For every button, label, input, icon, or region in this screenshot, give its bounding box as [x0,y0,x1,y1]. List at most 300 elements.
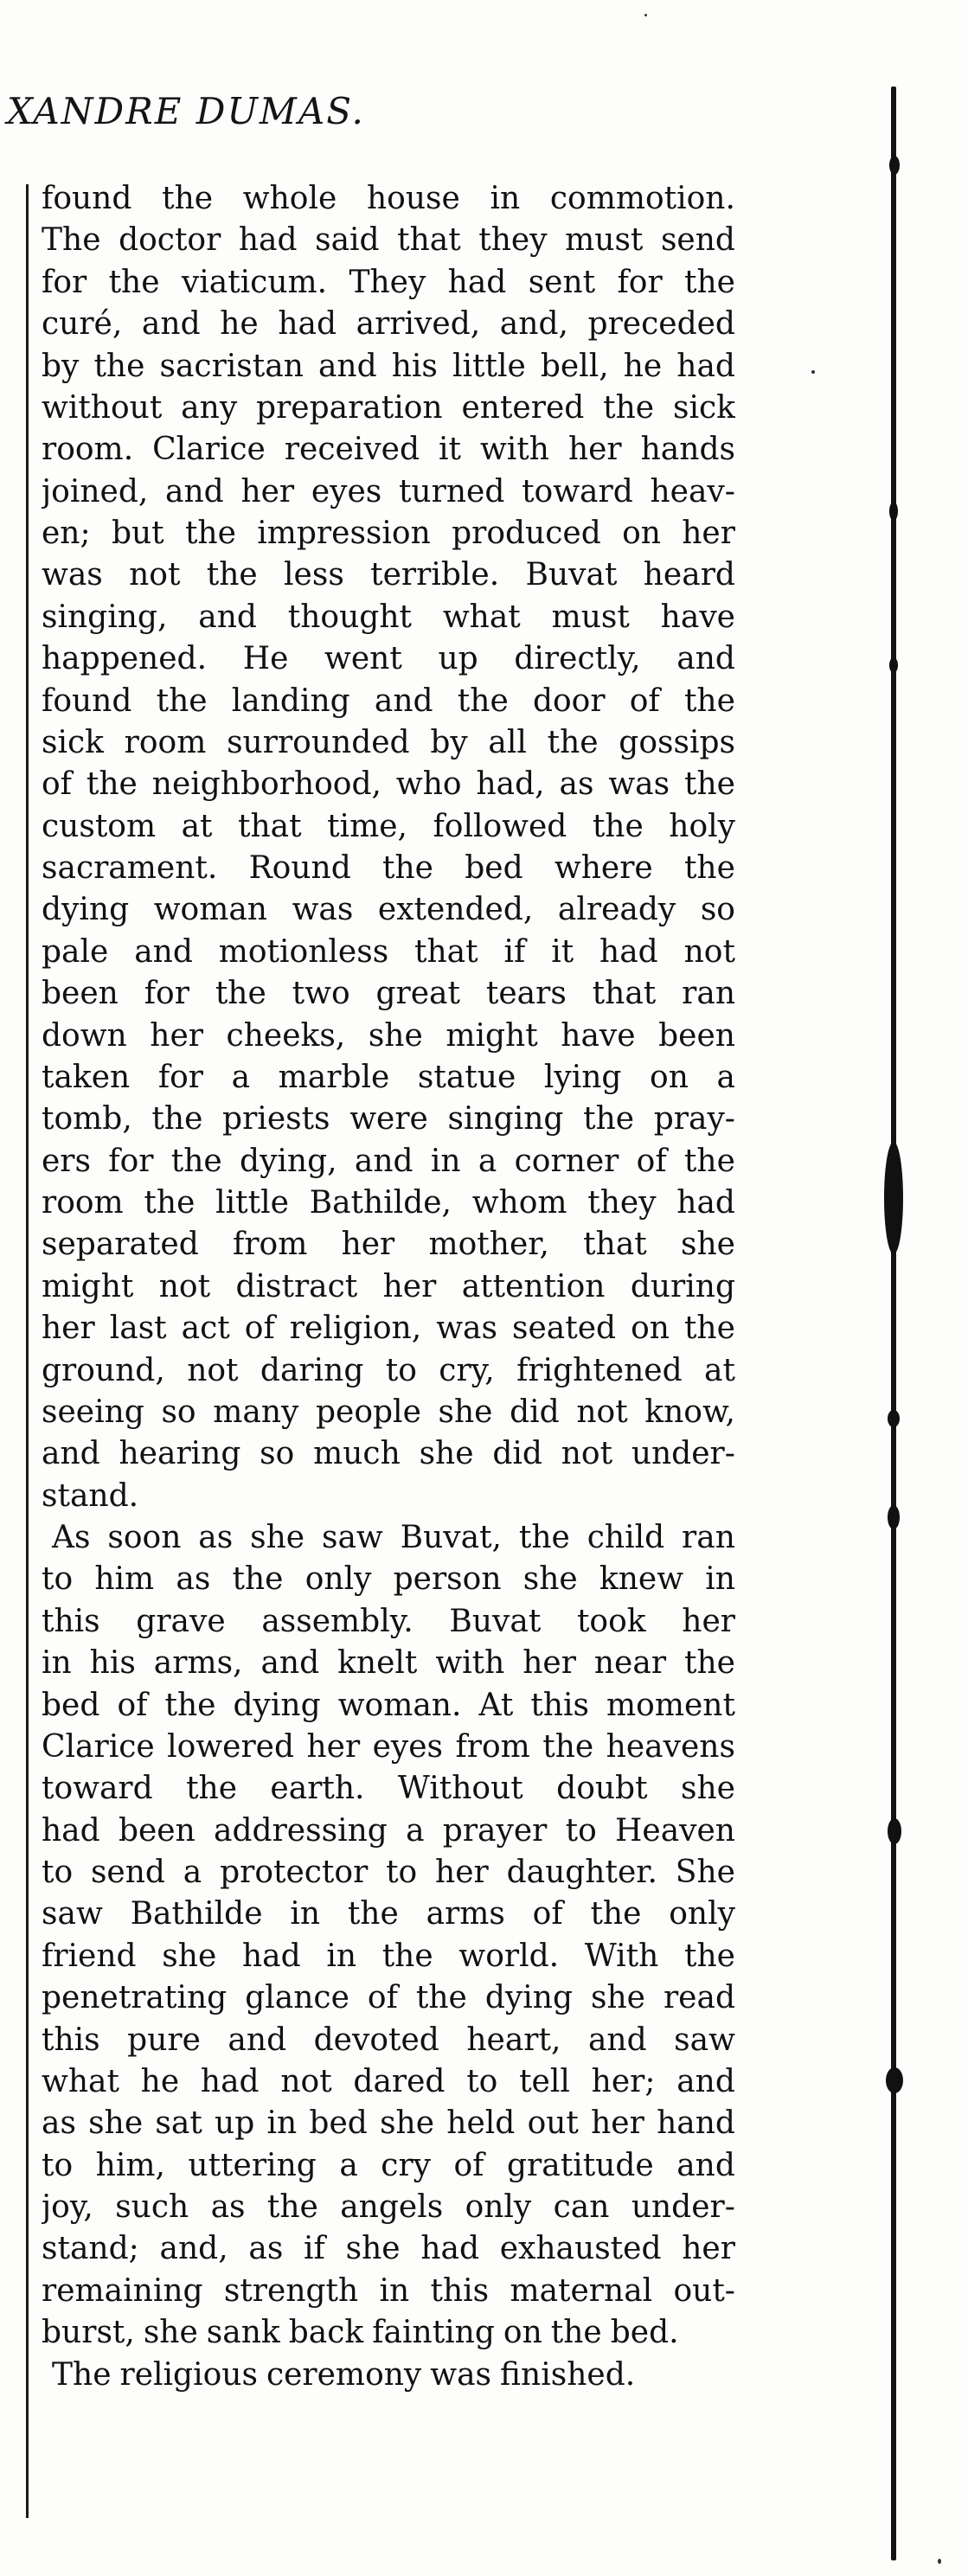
word: the [232,1561,284,1598]
word: had [200,2063,260,2099]
word: the [684,766,735,803]
word: statue [417,1059,516,1095]
word: knelt [337,1645,418,1682]
word: had [676,348,735,384]
word: moment [606,1687,735,1723]
word: he [623,348,663,384]
word: and [141,306,201,343]
word: doctor [119,222,221,259]
text-line-content [42,1810,735,1852]
text-line [42,1810,735,1852]
text-line-content [52,1517,735,1559]
word: was [42,557,103,593]
word: whom [471,1185,567,1221]
word: the [683,682,735,719]
word: distract [235,1268,358,1304]
word: penetrating [42,1980,228,2016]
word: send [660,222,735,259]
word: Without [397,1771,523,1807]
word: had [676,1185,735,1221]
word: religious [119,2356,258,2393]
text-line-content [42,1099,735,1140]
word: to [385,1352,417,1388]
word: was [292,892,354,928]
word: viaticum. [181,264,328,300]
text-line-content [42,1224,735,1266]
text-line-content [42,2312,735,2354]
word: angels [340,2189,444,2225]
word: bed [309,2105,368,2142]
word: at [704,1352,735,1388]
text-line-content [42,2145,735,2187]
word: that [414,933,478,970]
running-head-author: XANDRE DUMAS. [7,90,365,132]
word: and [228,2022,287,2058]
word: As [52,1520,91,1555]
word: the [170,1143,222,1179]
word: the [86,766,138,803]
text-line [42,304,735,345]
word: the [683,1310,735,1347]
word: pale [42,933,109,970]
word: to [386,1855,418,1890]
word: for [42,264,87,300]
word: Round [248,850,351,886]
word: found [42,682,132,719]
text-line [42,932,735,973]
word: and, [159,2231,228,2267]
word: only [305,1561,372,1598]
word: said [315,222,380,259]
word: she [368,1017,423,1054]
word: the [542,1728,594,1765]
word: heav- [650,473,735,509]
word: in [290,1896,321,1932]
text-line [42,178,735,220]
word: and [198,599,257,635]
word: neighborhood, [151,766,381,803]
word: singing [447,1101,564,1137]
word: earth. [270,1771,365,1807]
text-line-content [42,681,735,722]
word: not [129,557,181,593]
word: strength [223,2272,359,2309]
word: grave [136,1603,226,1639]
text-line [42,1016,735,1057]
word: went [324,641,402,677]
word: dying [233,1687,321,1723]
word: during [630,1268,735,1304]
word: two [292,976,350,1012]
text-line-content [42,806,735,848]
word: down [42,1017,127,1054]
word: Buvat [525,557,618,593]
word: bed. [610,2315,679,2351]
word: separated [42,1227,199,1263]
text-line-content [42,1559,735,1600]
word: in [42,1645,72,1682]
word: did [510,1394,560,1430]
word: she [162,1938,217,1974]
word: toward [522,473,633,509]
text-line [42,2355,735,2396]
word: not [683,933,735,970]
word: motionless [218,933,389,970]
word: her [567,432,622,468]
speck [811,370,815,374]
word: gratitude [507,2147,654,2183]
word: the [151,1101,203,1137]
word: to [565,1812,597,1849]
word: her [240,473,295,509]
word: and [374,682,433,719]
word: can [553,2189,610,2225]
word: and [587,2022,647,2058]
word: the [266,2189,318,2225]
text-line [42,1727,735,1768]
word: back [288,2315,364,2351]
word: eyes [372,1728,444,1765]
text-line-content [42,262,735,304]
word: sick [42,724,104,760]
word: her [682,2231,735,2267]
text-line-content [42,1936,735,1977]
word: been [118,1812,196,1849]
word: lowered [167,1728,295,1765]
word: received [284,432,420,468]
text-line [42,1977,735,2019]
text-line [42,220,735,261]
word: turned [398,473,505,509]
word: pure [127,2022,201,2058]
text-line [42,1433,735,1475]
page-edge-line [891,87,896,2560]
word: they [587,1185,657,1221]
word: who [395,766,462,803]
word: seated [511,1310,617,1347]
word: and [676,2147,735,2183]
word: exhausted [499,2231,662,2267]
word: have [561,1017,636,1054]
word: burst, [42,2315,135,2351]
word: person [393,1561,502,1598]
word: commotion. [549,181,735,216]
word: she [680,1227,735,1263]
word: holy [669,808,735,844]
word: had [447,264,507,300]
word: addressing [214,1812,388,1849]
text-line-content [42,1852,735,1894]
word: room. [42,432,134,468]
text-line [42,1643,735,1684]
word: had [42,1812,100,1849]
word: tears [485,976,567,1012]
text-line [42,1182,735,1224]
word: She [675,1855,735,1890]
word: to [42,1561,74,1598]
ink-blot [888,1410,900,1427]
word: hand [657,2105,735,2142]
text-line-content [42,1141,735,1182]
text-line-content [42,1350,735,1392]
word: in [490,181,521,216]
word: singing, [42,599,168,635]
word: soon [107,1520,182,1555]
word: of [532,1896,563,1932]
word: the [457,682,509,719]
word: the [347,1896,399,1932]
word: for [617,264,663,300]
word: to [42,1855,74,1890]
word: He [242,641,289,677]
text-line [42,1350,735,1392]
text-line [42,806,735,848]
word: it [551,933,574,970]
text-line [42,764,735,805]
word: a [231,1059,251,1095]
word: might [446,1017,538,1054]
word: less [284,557,344,593]
word: impression [257,516,431,551]
word: stand; [42,2231,139,2267]
word: she [345,2231,401,2267]
word: of [42,766,72,803]
word: that [583,1227,647,1263]
text-line-content [42,471,735,513]
word: a [339,2147,358,2183]
word: might [42,1268,134,1304]
word: him [94,1561,155,1598]
ink-blot [889,156,900,175]
word: from [233,1227,308,1263]
word: so [700,892,735,928]
speck [938,2559,941,2564]
word: custom [42,808,157,844]
word: world. [458,1938,560,1974]
text-line [42,722,735,764]
word: ran [682,1520,735,1555]
word: woman. [337,1687,462,1723]
text-line [42,2271,735,2312]
word: in [326,1938,357,1974]
text-line [42,1266,735,1308]
word: heart, [466,2022,561,2058]
text-line-content [42,1392,735,1433]
word: the [108,264,160,300]
word: in [379,2272,410,2309]
word: the [683,850,735,886]
word: hands [640,432,735,468]
word: saw [321,1520,383,1555]
word: this [42,2022,100,2058]
word: sent [528,264,596,300]
word: up [215,2105,255,2142]
text-line [42,262,735,304]
word: at [181,808,213,844]
word: Clarice [42,1728,155,1765]
word: the [144,1185,196,1221]
text-line [42,1601,735,1643]
text-line [42,1685,735,1727]
word: stand. [42,1477,139,1514]
word: her [591,2105,644,2142]
word: maternal [510,2272,653,2309]
ink-blot [888,1818,901,1844]
word: as [42,2105,76,2142]
word: the [547,724,599,760]
word: have [660,599,735,635]
word: joy, [42,2189,93,2225]
word: and, [499,306,568,343]
word: remaining [42,2272,203,2309]
word: and [134,933,193,970]
word: gossips [619,724,735,760]
word: only [669,1896,735,1932]
text-line-content [42,1016,735,1057]
text-line-content [42,1057,735,1099]
word: any [181,389,238,426]
word: taken [42,1059,131,1095]
word: the [683,1645,735,1682]
word: a [406,1812,425,1849]
text-line [42,429,735,471]
word: sat [155,2105,202,2142]
word: arrived, [356,306,481,343]
word: preparation [256,389,443,426]
text-line-content [42,1643,735,1684]
text-line [42,1852,735,1894]
word: without [42,389,163,426]
word: act [181,1310,230,1347]
word: out- [673,2272,735,2309]
word: daughter. [506,1855,657,1890]
word: little [215,1185,289,1221]
word: daring [260,1352,364,1388]
text-line [42,1099,735,1140]
word: was [430,2356,492,2393]
word: as [248,2231,284,2267]
text-line [42,1308,735,1349]
word: been [42,976,119,1012]
word: had [420,2231,480,2267]
word: sick [672,389,735,426]
word: bell, [540,348,609,384]
word: dying, [240,1143,337,1179]
word: At [478,1687,514,1723]
word: her [382,1268,437,1304]
word: ran [682,976,735,1012]
word: had [241,1938,301,1974]
word: hearing [119,1436,241,1472]
text-line [42,2145,735,2187]
ink-blot [884,1142,903,1254]
word: assembly. [261,1603,413,1639]
word: took [576,1603,646,1639]
text-line [42,1392,735,1433]
word: it [439,432,461,468]
word: a [716,1059,735,1095]
word: a [478,1143,497,1179]
text-line-content [42,178,735,220]
word: door [532,682,606,719]
word: they [478,222,548,259]
text-line-content [42,1433,735,1475]
word: house [366,181,460,216]
word: were [349,1101,428,1137]
word: surrounded [227,724,410,760]
word: the [603,389,655,426]
word: with [435,1645,505,1682]
word: Clarice [152,432,266,468]
word: under- [631,2189,735,2225]
text-line [42,681,735,722]
word: cry [381,2147,431,2183]
word: if [503,933,526,970]
word: the [184,516,236,551]
word: to [42,2147,74,2183]
word: of [117,1687,148,1723]
word: room [124,724,207,760]
word: the [382,850,433,886]
word: his [89,1645,136,1682]
word: had [599,933,658,970]
text-line [42,1141,735,1182]
ink-blot [886,2067,903,2093]
text-line [42,638,735,680]
text-line [42,2103,735,2144]
word: protector [220,1855,369,1890]
word: her [306,1728,361,1765]
word: where [554,850,653,886]
word: on [650,1059,689,1095]
word: so [161,1394,196,1430]
word: of [453,2147,484,2183]
word: the [186,1771,238,1807]
text-line [42,1517,735,1559]
word: the [683,1143,735,1179]
word: she [680,1771,735,1807]
word: such [115,2189,189,2225]
word: of [636,1143,667,1179]
word: time, [327,808,407,844]
word: in [266,2105,298,2142]
word: people [315,1394,421,1430]
word: her [682,1603,735,1639]
word: not [576,1394,628,1430]
word: saw [674,2022,735,2058]
text-line [42,1936,735,1977]
word: and [165,473,224,509]
word: prayer [442,1812,548,1849]
word: that [592,976,657,1012]
word: the [381,1938,433,1974]
word: toward [42,1771,153,1807]
word: With [584,1938,659,1974]
word: her; [591,2063,656,2099]
text-line-content [42,1768,735,1810]
word: she [88,2105,144,2142]
word: was [436,1310,497,1347]
word: with [479,432,549,468]
text-line-content [42,1476,735,1517]
text-line [42,2312,735,2354]
word: ers [42,1143,91,1179]
word: not [187,1352,239,1388]
word: great [375,976,460,1012]
text-line-content [42,2271,735,2312]
word: tomb, [42,1101,132,1137]
word: arms [426,1896,505,1932]
